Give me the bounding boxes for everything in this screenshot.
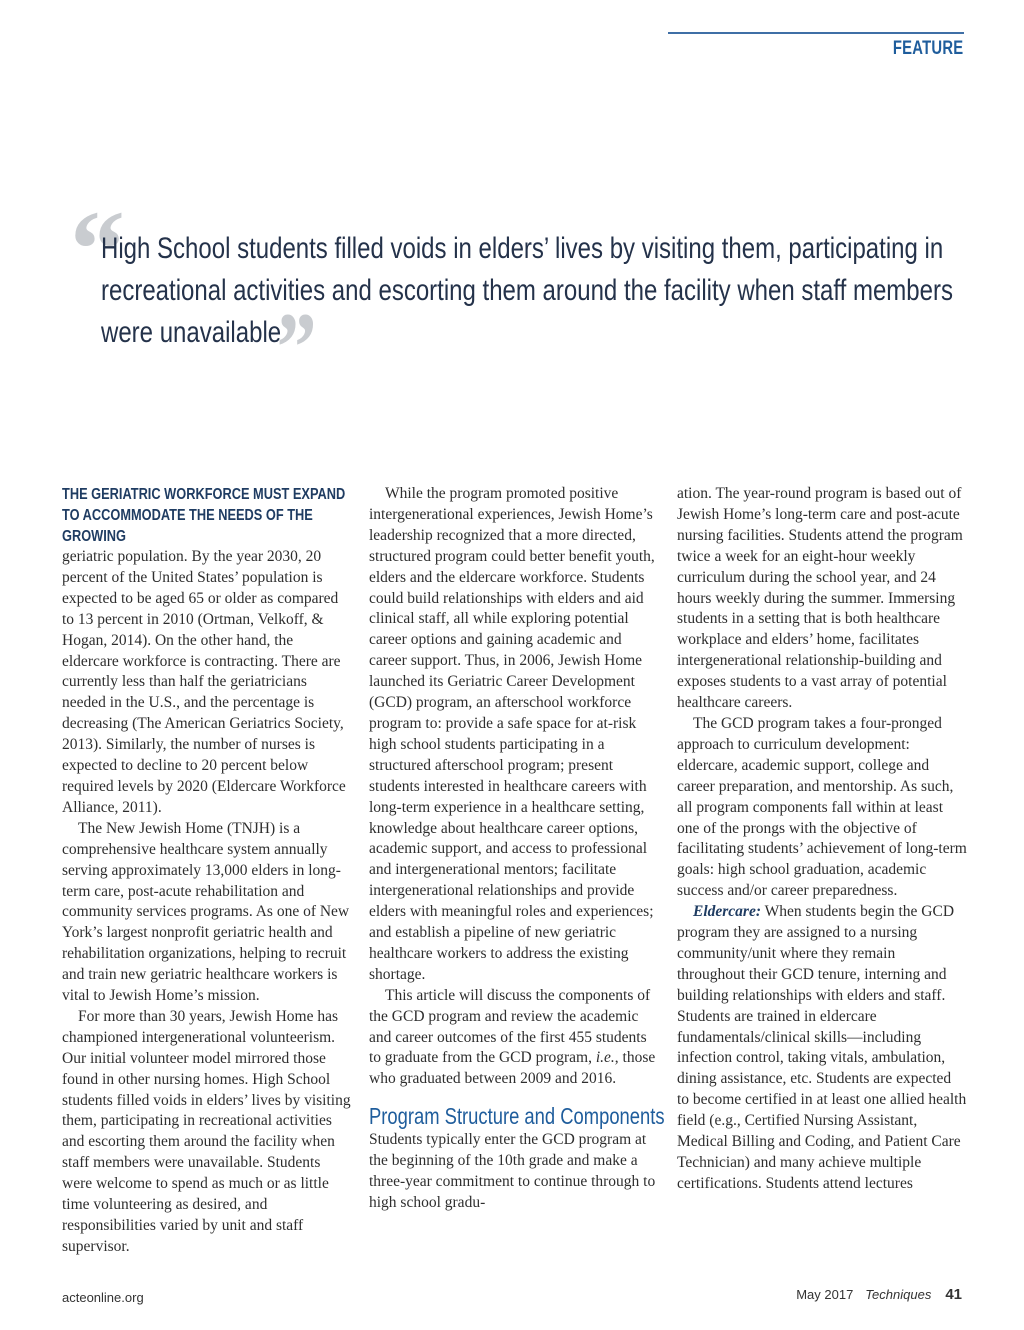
header-rule: [668, 32, 964, 34]
section-heading: Program Structure and Components: [369, 1103, 665, 1130]
page-number: 41: [945, 1286, 962, 1303]
pull-quote-text: High School students filled voids in elders’ lives by visiting them, participating in recreational activities and escorting them around the facility when staff members were unavailable.: [101, 232, 953, 349]
article-column-1: [62, 484, 352, 1258]
pull-quote-wrap: High School students filled voids in elders’ lives by visiting them, participating in recreational activities and escorting them around the facility when staff members were unavailable. ”: [101, 232, 953, 403]
pull-quote-body: [101, 228, 991, 403]
footer-website: acteonline.org: [62, 1290, 144, 1305]
ie-abbreviation: i.e.: [595, 1049, 615, 1067]
article-column-2: [369, 484, 665, 1214]
footer-date: May 2017: [796, 1287, 854, 1302]
paragraph: The GCD program takes a four-pronged approach to curriculum development: eldercare, academic support, college and career preparation, and mentorship. As such, all program components fall within at least one of the prongs with the objective of facilitating students’ achievement of long-term goals: high school graduation, academic success and/or career preparedness.: [677, 714, 967, 900]
footer-magazine: Techniques: [865, 1287, 932, 1302]
paragraph-text: When students begin the GCD program they are assigned to a nursing community/unit where they remain throughout their GCD tenure, interning and building relationships with elders and staff. Students are trained in eldercare fundamentals/clinical skills—including infection control, taking vitals, ambulation, dining assistance, etc. Students are expected to become certified in at least one allied health field (e.g., Certified Nursing Assistant, Medical Billing and Coding, and Patient Care Technician) and many achieve multiple certifications. Students attend lectures: [677, 903, 967, 1192]
paragraph: [369, 986, 659, 1091]
paragraph-text: , those who graduated between 2009 and 2016.: [369, 1049, 656, 1088]
open-quote-mark: “: [70, 188, 125, 310]
paragraph: [677, 902, 967, 1195]
article-column-3: [677, 484, 967, 1195]
paragraph: Students typically enter the GCD program at the beginning of the 10th grade and make a three-year commitment to continue through to high school gradu-: [369, 1131, 656, 1211]
paragraph: While the program promoted positive intergenerational experiences, Jewish Home’s leadership recognized that a more directed, structured program could better benefit youth, elders and the eldercare workforce. Students could build relationships with elders and aid clinical staff, all while exploring potential career options and gaining academic and career support. Thus, in 2006, Jewish Home launched its Geriatric Career Development (GCD) program, an afterschool workforce program to: provide a safe space for at-risk high school students participating in a structured afterschool program; present students interested in healthcare careers with long-term experience in a healthcare setting, knowledge about healthcare career options, academic support, and access to professional and intergenerational mentors; facilitate intergenerational relationships and provide elders with meaningful roles and experiences; and establish a pipeline of new geriatric healthcare workers to address the existing shortage.: [369, 485, 655, 983]
paragraph: geriatric population. By the year 2030, 20 percent of the United States’ population is expected to be aged 65 or older as compared to 13 percent in 2010 (Ortman, Velkoff, & Hogan, 2014). On the other hand, the eldercare workforce is contracting. There are currently less than half the geriatricians needed in the U.S., and the percentage is decreasing (The American Geriatrics Society, 2013). Similarly, the number of nurses is expected to decline to 20 percent below required levels by 2020 (Eldercare Workforce Alliance, 2011).: [62, 548, 346, 816]
paragraph: The New Jewish Home (TNJH) is a comprehensive healthcare system annually serving approximately 13,000 elders in long-term care, post-acute rehabilitation and community services programs. As one of New York’s largest nonprofit geriatric health and rehabilitation organizations, helping to recruit and train new geriatric healthcare workers is vital to Jewish Home’s mission.: [62, 819, 350, 1005]
lead-in-heading: THE GERIATRIC WORKFORCE MUST EXPAND TO ACCOMMODATE THE NEEDS OF THE GROWING: [62, 486, 346, 545]
paragraph-text: This article will discuss the components of the GCD program and review the academic and career outcomes of the first 455 students to graduate from the GCD program,: [369, 986, 651, 1067]
run-in-heading: Eldercare:: [693, 903, 762, 921]
paragraph: ation. The year-round program is based out of Jewish Home’s long-term care and post-acute nursing facilities. Students attend the program twice a week for an eight-hour weekly curriculum during the school year, and 24 hours weekly during the summer. Immersing students in a setting that is both healthcare workplace and elders’ home, facilitates intergenerational relationship-building and exposes students to a vast array of potential healthcare careers.: [677, 485, 963, 712]
paragraph: For more than 30 years, Jewish Home has championed intergenerational volunteerism. Our initial volunteer model mirrored those found in other nursing homes. High School students filled voids in elders’ lives by visiting them, participating in recreational activities and escorting them around the facility when staff members were unavailable. Students were welcome to spend as much or as little time volunteering as desired, and responsibilities varied by unit and staff supervisor.: [62, 1007, 351, 1255]
section-label: FEATURE: [892, 38, 963, 59]
footer-info: [796, 1286, 962, 1303]
